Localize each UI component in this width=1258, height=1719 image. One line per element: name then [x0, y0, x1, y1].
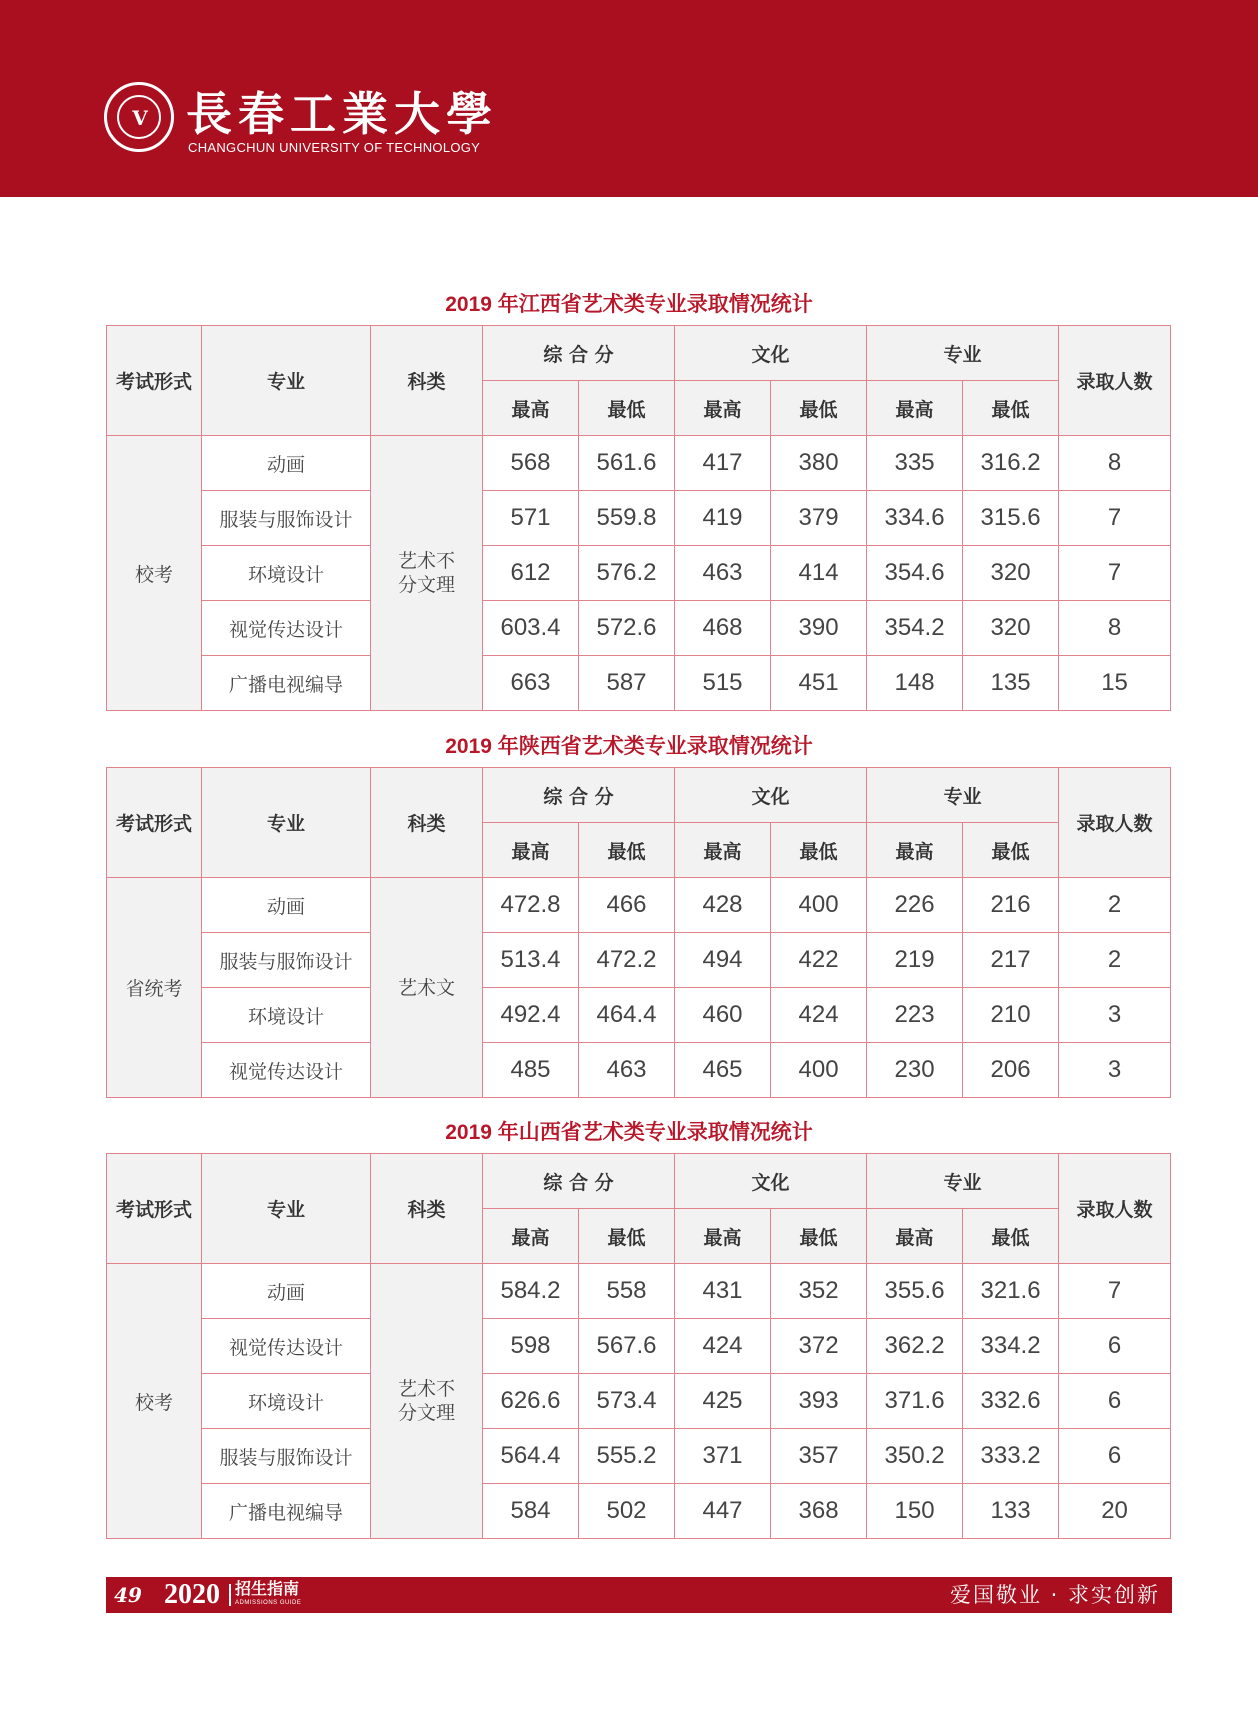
total-min-cell: 472.2 — [579, 933, 675, 988]
page-number: 49 — [114, 1583, 142, 1607]
footer-guide-cn: 招生指南 — [235, 1579, 300, 1598]
header-min: 最低 — [963, 381, 1059, 436]
total-max-cell: 472.8 — [483, 878, 579, 933]
total-min-cell: 463 — [579, 1043, 675, 1098]
total-max-cell: 571 — [483, 491, 579, 546]
admission-table-shanxi — [106, 1153, 1171, 1539]
spec-min-cell: 216 — [963, 878, 1059, 933]
admitted-cell: 2 — [1059, 933, 1171, 988]
culture-min-cell: 414 — [771, 546, 867, 601]
spec-max-cell: 226 — [867, 878, 963, 933]
page-number-box — [106, 1577, 150, 1613]
header-category: 科类 — [371, 768, 483, 878]
total-min-cell: 576.2 — [579, 546, 675, 601]
major-cell: 广播电视编导 — [202, 1484, 371, 1539]
header-max: 最高 — [675, 381, 771, 436]
culture-min-cell: 372 — [771, 1319, 867, 1374]
spec-min-cell: 135 — [963, 656, 1059, 711]
header-band — [0, 0, 1258, 197]
spec-max-cell: 219 — [867, 933, 963, 988]
spec-min-cell: 334.2 — [963, 1319, 1059, 1374]
major-cell: 视觉传达设计 — [202, 1043, 371, 1098]
admitted-cell: 3 — [1059, 988, 1171, 1043]
admitted-cell: 7 — [1059, 491, 1171, 546]
header-major: 专业 — [202, 768, 371, 878]
header-category: 科类 — [371, 1154, 483, 1264]
category-cell: 艺术文 — [371, 878, 483, 1098]
culture-max-cell: 424 — [675, 1319, 771, 1374]
admitted-cell: 6 — [1059, 1319, 1171, 1374]
header-min: 最低 — [771, 823, 867, 878]
culture-min-cell: 400 — [771, 878, 867, 933]
header-min: 最低 — [771, 381, 867, 436]
spec-max-cell: 230 — [867, 1043, 963, 1098]
major-cell: 视觉传达设计 — [202, 1319, 371, 1374]
table-row — [107, 1264, 1171, 1319]
header-max: 最高 — [483, 823, 579, 878]
table-row — [107, 601, 1171, 656]
total-max-cell: 485 — [483, 1043, 579, 1098]
major-cell: 环境设计 — [202, 1374, 371, 1429]
culture-max-cell: 425 — [675, 1374, 771, 1429]
total-max-cell: 584 — [483, 1484, 579, 1539]
header-min: 最低 — [579, 1209, 675, 1264]
total-max-cell: 612 — [483, 546, 579, 601]
header-admitted: 录取人数 — [1059, 326, 1171, 436]
major-cell: 服装与服饰设计 — [202, 1429, 371, 1484]
culture-max-cell: 419 — [675, 491, 771, 546]
major-cell: 动画 — [202, 436, 371, 491]
total-min-cell: 561.6 — [579, 436, 675, 491]
spec-min-cell: 217 — [963, 933, 1059, 988]
footer-slogan: 爱国敬业 · 求实创新 — [949, 1583, 1160, 1607]
header-specialty-score: 专业 — [867, 1154, 1059, 1209]
spec-max-cell: 371.6 — [867, 1374, 963, 1429]
total-min-cell: 572.6 — [579, 601, 675, 656]
header-admitted: 录取人数 — [1059, 1154, 1171, 1264]
table-row — [107, 436, 1171, 491]
table-title-jiangxi: 2019 年江西省艺术类专业录取情况统计 — [445, 293, 813, 316]
admission-table-jiangxi — [106, 325, 1171, 711]
major-cell: 服装与服饰设计 — [202, 933, 371, 988]
header-max: 最高 — [675, 823, 771, 878]
spec-min-cell: 333.2 — [963, 1429, 1059, 1484]
culture-max-cell: 494 — [675, 933, 771, 988]
table-row — [107, 1484, 1171, 1539]
spec-min-cell: 320 — [963, 546, 1059, 601]
spec-min-cell: 321.6 — [963, 1264, 1059, 1319]
spec-min-cell: 210 — [963, 988, 1059, 1043]
header-total-score: 综 合 分 — [483, 326, 675, 381]
university-name-cn: 長春工業大學 — [186, 87, 498, 141]
header-max: 最高 — [675, 1209, 771, 1264]
header-min: 最低 — [771, 1209, 867, 1264]
major-cell: 动画 — [202, 878, 371, 933]
table-row — [107, 1319, 1171, 1374]
admitted-cell: 15 — [1059, 656, 1171, 711]
category-cell: 艺术不分文理 — [371, 436, 483, 711]
header-major: 专业 — [202, 1154, 371, 1264]
exam-form-cell: 省统考 — [107, 878, 202, 1098]
culture-min-cell: 357 — [771, 1429, 867, 1484]
footer-separator — [229, 1584, 231, 1606]
header-total-score: 综 合 分 — [483, 768, 675, 823]
admitted-cell: 2 — [1059, 878, 1171, 933]
culture-min-cell: 451 — [771, 656, 867, 711]
culture-max-cell: 515 — [675, 656, 771, 711]
spec-min-cell: 133 — [963, 1484, 1059, 1539]
total-min-cell: 558 — [579, 1264, 675, 1319]
culture-max-cell: 447 — [675, 1484, 771, 1539]
header-category: 科类 — [371, 326, 483, 436]
spec-min-cell: 320 — [963, 601, 1059, 656]
header-exam-form: 考试形式 — [107, 1154, 202, 1264]
admitted-cell: 7 — [1059, 1264, 1171, 1319]
culture-max-cell: 460 — [675, 988, 771, 1043]
total-max-cell: 492.4 — [483, 988, 579, 1043]
culture-min-cell: 422 — [771, 933, 867, 988]
culture-max-cell: 465 — [675, 1043, 771, 1098]
table-row — [107, 988, 1171, 1043]
total-max-cell: 603.4 — [483, 601, 579, 656]
header-row — [107, 768, 1171, 823]
culture-max-cell: 371 — [675, 1429, 771, 1484]
exam-form-cell: 校考 — [107, 436, 202, 711]
culture-max-cell: 428 — [675, 878, 771, 933]
total-max-cell: 513.4 — [483, 933, 579, 988]
table-row — [107, 933, 1171, 988]
culture-min-cell: 390 — [771, 601, 867, 656]
spec-max-cell: 354.2 — [867, 601, 963, 656]
header-specialty-score: 专业 — [867, 768, 1059, 823]
header-total-score: 综 合 分 — [483, 1154, 675, 1209]
spec-max-cell: 350.2 — [867, 1429, 963, 1484]
culture-min-cell: 352 — [771, 1264, 867, 1319]
total-min-cell: 464.4 — [579, 988, 675, 1043]
total-min-cell: 573.4 — [579, 1374, 675, 1429]
major-cell: 服装与服饰设计 — [202, 491, 371, 546]
table-row — [107, 1429, 1171, 1484]
culture-max-cell: 431 — [675, 1264, 771, 1319]
culture-max-cell: 468 — [675, 601, 771, 656]
major-cell: 动画 — [202, 1264, 371, 1319]
header-row — [107, 326, 1171, 381]
culture-min-cell: 400 — [771, 1043, 867, 1098]
culture-min-cell: 368 — [771, 1484, 867, 1539]
admitted-cell: 6 — [1059, 1429, 1171, 1484]
total-max-cell: 568 — [483, 436, 579, 491]
header-specialty-score: 专业 — [867, 326, 1059, 381]
total-min-cell: 502 — [579, 1484, 675, 1539]
table-row — [107, 656, 1171, 711]
admission-table-shaanxi — [106, 767, 1171, 1098]
major-cell: 视觉传达设计 — [202, 601, 371, 656]
spec-max-cell: 334.6 — [867, 491, 963, 546]
spec-max-cell: 354.6 — [867, 546, 963, 601]
admitted-cell: 6 — [1059, 1374, 1171, 1429]
major-cell: 环境设计 — [202, 546, 371, 601]
culture-min-cell: 424 — [771, 988, 867, 1043]
spec-max-cell: 362.2 — [867, 1319, 963, 1374]
total-max-cell: 626.6 — [483, 1374, 579, 1429]
major-cell: 广播电视编导 — [202, 656, 371, 711]
total-min-cell: 466 — [579, 878, 675, 933]
spec-max-cell: 355.6 — [867, 1264, 963, 1319]
total-min-cell: 559.8 — [579, 491, 675, 546]
footer-guide-en: ADMISSIONS GUIDE — [235, 1600, 302, 1606]
major-cell: 环境设计 — [202, 988, 371, 1043]
university-seal-icon: V — [104, 82, 174, 152]
header-min: 最低 — [963, 1209, 1059, 1264]
header-culture-score: 文化 — [675, 768, 867, 823]
admitted-cell: 20 — [1059, 1484, 1171, 1539]
exam-form-cell: 校考 — [107, 1264, 202, 1539]
admitted-cell: 8 — [1059, 601, 1171, 656]
culture-min-cell: 393 — [771, 1374, 867, 1429]
category-cell: 艺术不分文理 — [371, 1264, 483, 1539]
admitted-cell: 7 — [1059, 546, 1171, 601]
university-name-en: CHANGCHUN UNIVERSITY OF TECHNOLOGY — [188, 140, 481, 155]
culture-min-cell: 380 — [771, 436, 867, 491]
header-exam-form: 考试形式 — [107, 326, 202, 436]
admitted-cell: 8 — [1059, 436, 1171, 491]
header-major: 专业 — [202, 326, 371, 436]
total-max-cell: 584.2 — [483, 1264, 579, 1319]
spec-min-cell: 332.6 — [963, 1374, 1059, 1429]
header-max: 最高 — [867, 823, 963, 878]
header-min: 最低 — [579, 823, 675, 878]
spec-max-cell: 150 — [867, 1484, 963, 1539]
header-min: 最低 — [963, 823, 1059, 878]
total-max-cell: 564.4 — [483, 1429, 579, 1484]
header-max: 最高 — [867, 1209, 963, 1264]
header-row — [107, 1154, 1171, 1209]
table-row — [107, 491, 1171, 546]
table-row — [107, 1043, 1171, 1098]
spec-min-cell: 315.6 — [963, 491, 1059, 546]
table-title-shaanxi: 2019 年陕西省艺术类专业录取情况统计 — [445, 735, 813, 758]
header-max: 最高 — [483, 1209, 579, 1264]
admitted-cell: 3 — [1059, 1043, 1171, 1098]
header-exam-form: 考试形式 — [107, 768, 202, 878]
total-max-cell: 663 — [483, 656, 579, 711]
total-min-cell: 555.2 — [579, 1429, 675, 1484]
total-min-cell: 587 — [579, 656, 675, 711]
footer-year: 2020 — [164, 1579, 220, 1610]
culture-max-cell: 463 — [675, 546, 771, 601]
table-row — [107, 878, 1171, 933]
header-min: 最低 — [579, 381, 675, 436]
spec-max-cell: 148 — [867, 656, 963, 711]
spec-min-cell: 316.2 — [963, 436, 1059, 491]
header-culture-score: 文化 — [675, 1154, 867, 1209]
header-admitted: 录取人数 — [1059, 768, 1171, 878]
culture-min-cell: 379 — [771, 491, 867, 546]
spec-max-cell: 223 — [867, 988, 963, 1043]
spec-max-cell: 335 — [867, 436, 963, 491]
header-max: 最高 — [483, 381, 579, 436]
spec-min-cell: 206 — [963, 1043, 1059, 1098]
table-row — [107, 1374, 1171, 1429]
table-row — [107, 546, 1171, 601]
culture-max-cell: 417 — [675, 436, 771, 491]
total-min-cell: 567.6 — [579, 1319, 675, 1374]
total-max-cell: 598 — [483, 1319, 579, 1374]
header-culture-score: 文化 — [675, 326, 867, 381]
table-title-shanxi: 2019 年山西省艺术类专业录取情况统计 — [445, 1121, 813, 1144]
header-max: 最高 — [867, 381, 963, 436]
